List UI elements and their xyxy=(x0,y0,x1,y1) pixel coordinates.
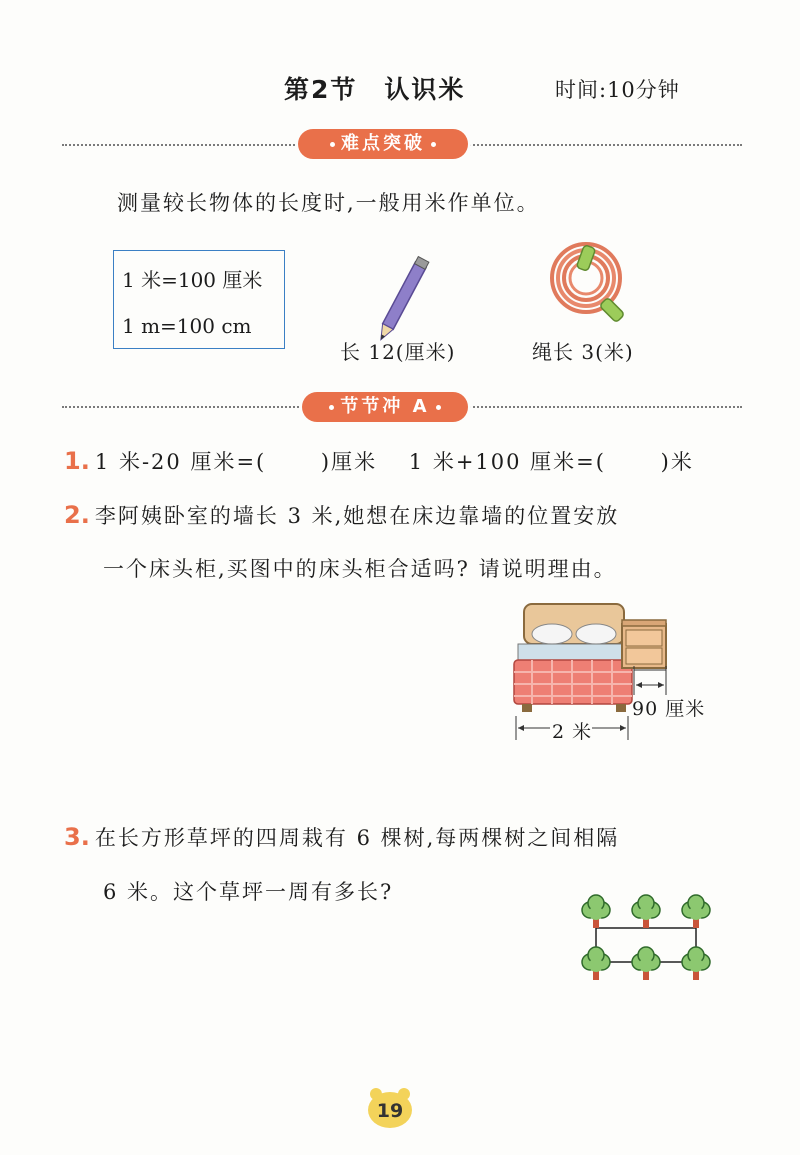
pencil-caption: 长 12(厘米) xyxy=(340,340,456,364)
question-3-line-2: 6 米。这个草坪一周有多长? xyxy=(103,880,394,904)
section-title: 第2节 认识米 xyxy=(284,75,466,104)
question-3-line-1: 在长方形草坪的四周栽有 6 棵树,每两棵树之间相隔 xyxy=(94,826,620,850)
cabinet-width-label: 90 厘米 xyxy=(632,698,706,720)
question-number: 1. xyxy=(64,447,90,475)
bed-length-label: 2 米 xyxy=(552,721,593,743)
page-number: 19 xyxy=(376,1100,404,1122)
question-2-line-1: 李阿姨卧室的墙长 3 米,她想在床边靠墙的位置安放 xyxy=(94,504,620,528)
jump-rope-icon xyxy=(542,236,638,332)
practice-badge xyxy=(302,392,468,422)
time-label: 时间:10分钟 xyxy=(555,78,680,102)
lawn-trees-illustration xyxy=(576,894,716,986)
page-number-badge xyxy=(368,1092,412,1128)
question-1 xyxy=(64,446,694,476)
question-3 xyxy=(64,822,619,852)
unit-box xyxy=(113,250,285,349)
rope-caption: 绳长 3(米) xyxy=(532,340,634,364)
intro-text: 测量较长物体的长度时,一般用米作单位。 xyxy=(117,191,540,215)
question-2-line-2: 一个床头柜,买图中的床头柜合适吗? 请说明理由。 xyxy=(103,557,617,581)
question-number: 2. xyxy=(64,501,90,529)
pencil-icon xyxy=(372,252,432,348)
difficult-badge xyxy=(298,129,468,159)
question-2 xyxy=(64,500,619,530)
page-header xyxy=(0,66,800,110)
question-number: 3. xyxy=(64,823,90,851)
difficult-badge-label: 难点突破 xyxy=(341,133,425,154)
practice-badge-label: 节节冲 A xyxy=(340,396,430,417)
question-1-text: 1 米-20 厘米=( )厘米 1 米+100 厘米=( )米 xyxy=(94,450,694,474)
unit-line-1: 1 米=100 厘米 xyxy=(122,268,263,292)
unit-line-2: 1 m=100 cm xyxy=(122,314,252,338)
